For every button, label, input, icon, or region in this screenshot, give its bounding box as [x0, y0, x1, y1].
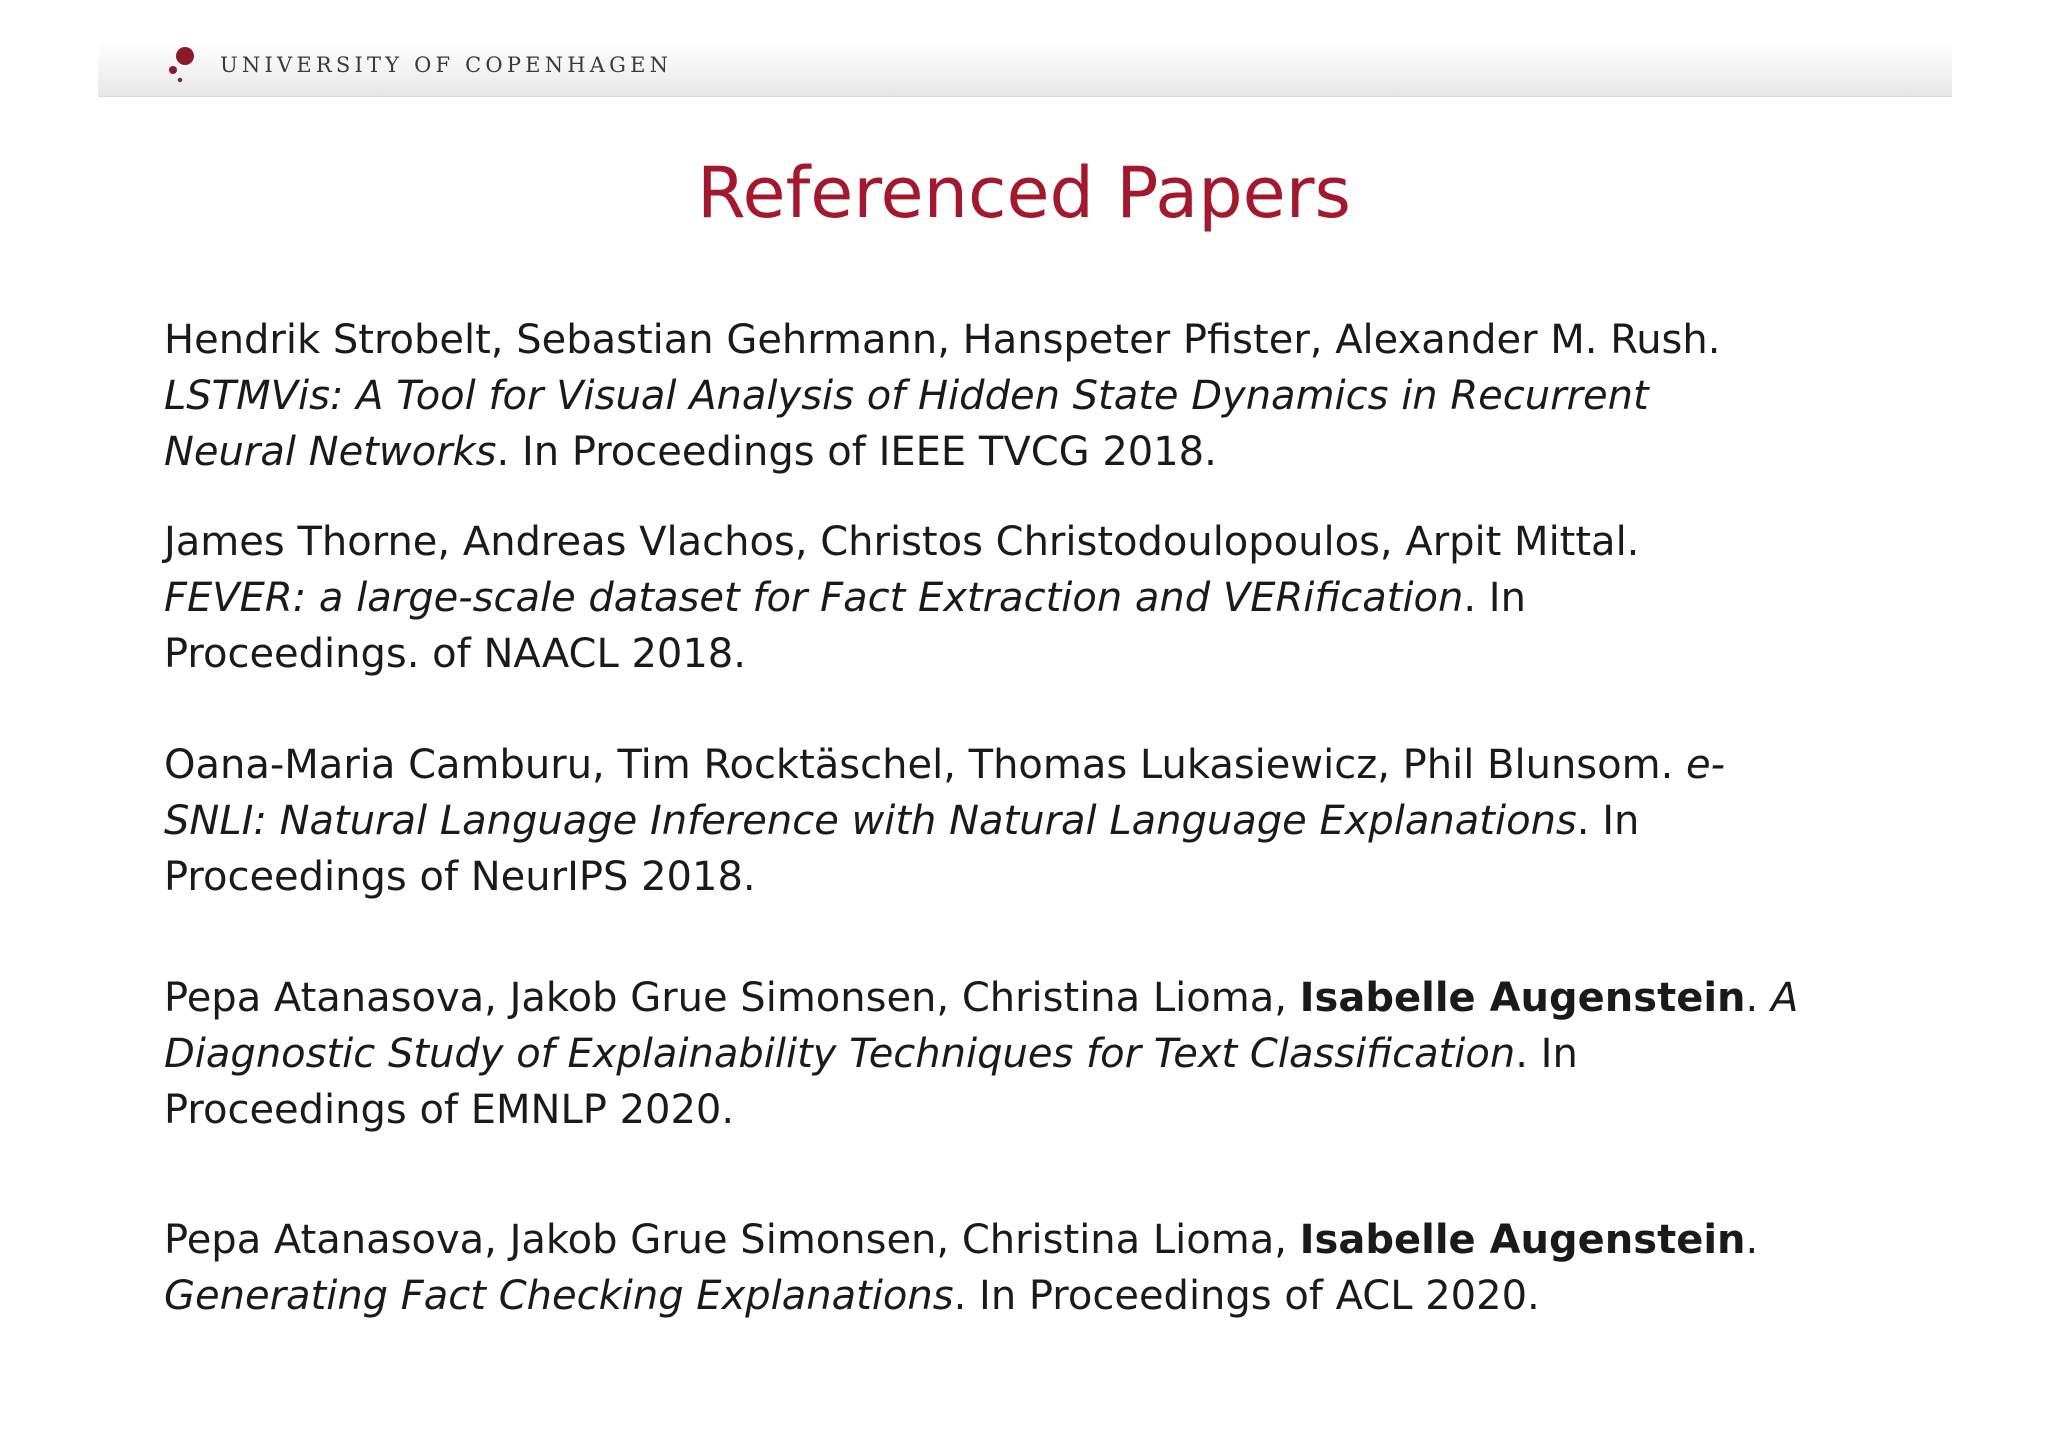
reference-5 — [164, 1212, 1944, 1324]
highlighted-author: Isabelle Augenstein — [1299, 975, 1746, 1021]
reference-venue-prefix: . In — [1463, 575, 1526, 621]
page-title: Referenced Papers — [697, 152, 1351, 234]
reference-venue: Proceedings of EMNLP 2020. — [164, 1087, 735, 1133]
author-separator: . — [1745, 1217, 1759, 1263]
reference-1 — [164, 312, 1944, 480]
reference-title-start: e- — [1686, 742, 1726, 788]
reference-title: SNLI: Natural Language Inference with Natural Language Explanations — [164, 798, 1577, 844]
reference-3 — [164, 737, 1944, 905]
reference-authors: James Thorne, Andreas Vlachos, Christos Christodoulopoulos, Arpit Mittal. — [164, 519, 1640, 565]
reference-venue-prefix: . In — [1515, 1031, 1578, 1077]
reference-2 — [164, 514, 1944, 682]
reference-venue: . In Proceedings of ACL 2020. — [953, 1273, 1540, 1319]
reference-4 — [164, 970, 1944, 1138]
reference-authors: Pepa Atanasova, Jakob Grue Simonsen, Christina Lioma, — [164, 1217, 1300, 1263]
reference-authors: Hendrik Strobelt, Sebastian Gehrmann, Hanspeter Pfister, Alexander M. Rush. — [164, 317, 1721, 363]
reference-title: Diagnostic Study of Explainability Techniques for Text Classification — [164, 1031, 1516, 1077]
reference-title: LSTMVis: A Tool for Visual Analysis of Hidden State Dynamics in Recurrent — [164, 373, 1649, 419]
reference-authors: Oana-Maria Camburu, Tim Rocktäschel, Thomas Lukasiewicz, Phil Blunsom. — [164, 742, 1687, 788]
reference-venue: Proceedings of NeurIPS 2018. — [164, 854, 756, 900]
reference-authors: Pepa Atanasova, Jakob Grue Simonsen, Christina Lioma, — [164, 975, 1300, 1021]
reference-venue: . In Proceedings of IEEE TVCG 2018. — [496, 429, 1217, 475]
highlighted-author: Isabelle Augenstein — [1299, 1217, 1746, 1263]
reference-title: Generating Fact Checking Explanations — [164, 1273, 954, 1319]
reference-venue: Proceedings. of NAACL 2018. — [164, 631, 746, 677]
reference-venue-prefix: . In — [1576, 798, 1640, 844]
author-separator: . — [1745, 975, 1771, 1021]
reference-title: FEVER: a large-scale dataset for Fact Extraction and VERification — [164, 575, 1464, 621]
reference-title-cont: Neural Networks — [164, 429, 497, 475]
reference-title-start: A — [1770, 975, 1799, 1021]
university-name: UNIVERSITY OF COPENHAGEN — [220, 53, 673, 77]
university-logo-icon — [166, 44, 196, 86]
